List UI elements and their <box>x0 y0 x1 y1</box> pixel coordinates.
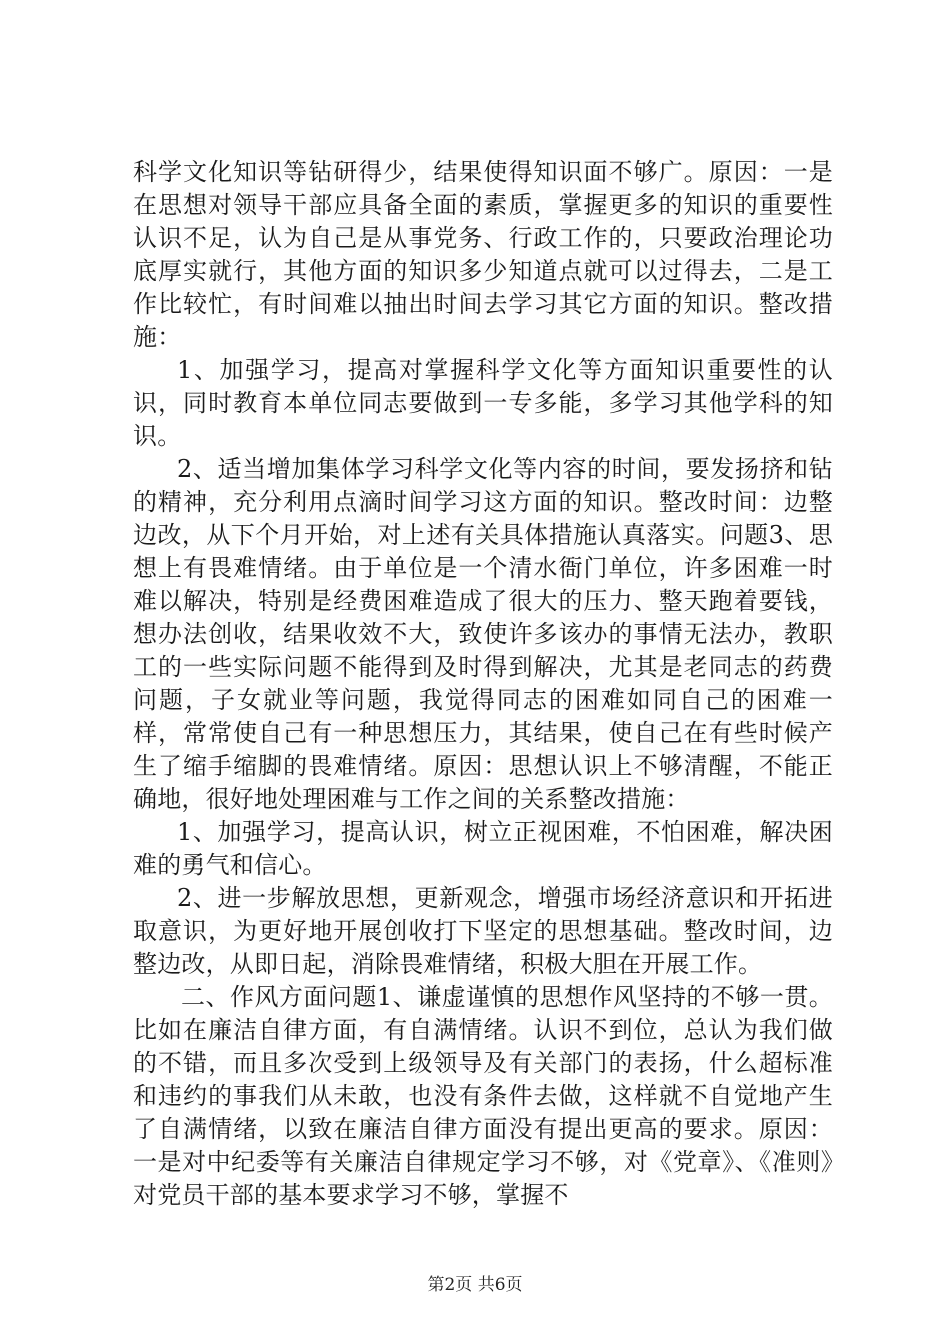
paragraph-3: 2、适当增加集体学习科学文化等内容的时间，要发扬挤和钻的精神，充分利用点滴时间学习这方面的知识。整改时间：边整边改，从下个月开始，对上述有关具体措施认真落实。问题3、思想上有畏难情绪。由于单位是一个清水衙门单位，许多困难一时难以解决，特别是经费困难造成了很大的压力、整天跑着要钱，想办法创收，结果收效不大，致使许多该办的事情无法办，教职工的一些实际问题不能得到及时得到解决，尤其是老同志的药费问题，子女就业等问题，我觉得同志的困难如同自己的困难一样，常常使自己有一种思想压力，其结果，使自己在有些时候产生了缩手缩脚的畏难情绪。原因：思想认识上不够清醒，不能正确地，很好地处理困难与工作之间的关系整改措施： <box>133 455 833 813</box>
paragraph-1: 科学文化知识等钻研得少，结果使得知识面不够广。原因：一是在思想对领导干部应具备全面的素质，掌握更多的知识的重要性认识不足，认为自己是从事党务、行政工作的，只要政治理论功底厚实就行，其他方面的知识多少知道点就可以过得去，二是工作比较忙，有时间难以抽出时间去学习其它方面的知识。整改措施： <box>133 158 833 351</box>
page-number-footer: 第2页 共6页 <box>427 1275 523 1295</box>
paragraph-5: 2、进一步解放思想，更新观念，增强市场经济意识和开拓进取意识，为更好地开展创收打下坚定的思想基础。整改时间，边整边改，从即日起，消除畏难情绪，积极大胆在开展工作。 <box>133 884 833 978</box>
paragraph-4: 1、加强学习，提高认识，树立正视困难，不怕困难，解决困难的勇气和信心。 <box>133 818 833 879</box>
paragraph-6: 二、作风方面问题1、谦虚谨慎的思想作风坚持的不够一贯。比如在廉洁自律方面，有自满情绪。认识不到位，总认为我们做的不错，而且多次受到上级领导及有关部门的表扬，什么超标准和违约的事我们从未敢，也没有条件去做，这样就不自觉地产生了自满情绪，以致在廉洁自律方面没有提出更高的要求。原因：一是对中纪委等有关廉洁自律规定学习不够，对《党章》、《准则》对党员干部的基本要求学习不够，掌握不 <box>133 983 833 1209</box>
paragraph-2: 1、加强学习，提高对掌握科学文化等方面知识重要性的认识，同时教育本单位同志要做到一专多能，多学习其他学科的知识。 <box>133 356 833 450</box>
document-body <box>133 156 833 1212</box>
